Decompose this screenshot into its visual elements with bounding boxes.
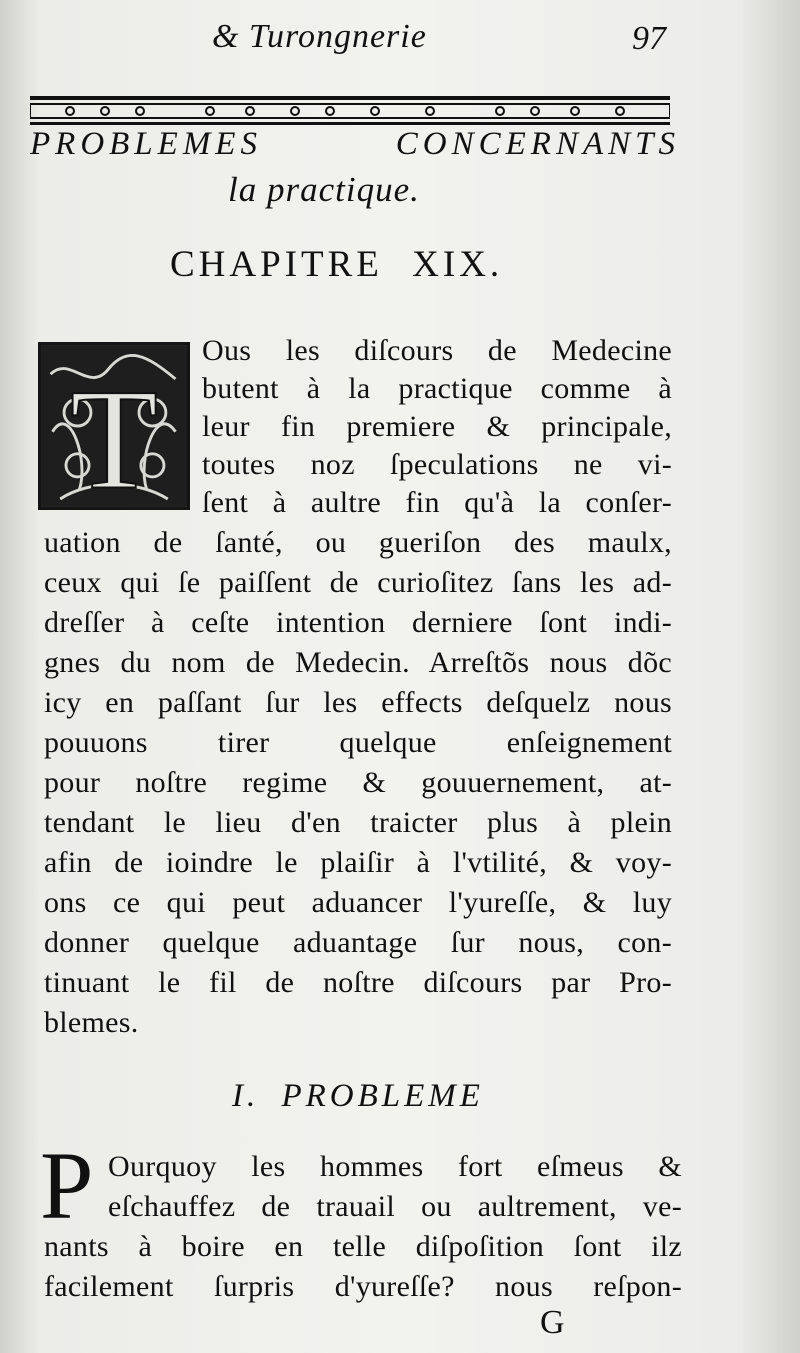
- decorated-initial-t-icon: [41, 345, 187, 507]
- text-line: nants à boire en telle diſpoſition ſont ilz: [44, 1230, 682, 1263]
- text-line: ſent à aultre fin qu'à la conſer-: [202, 486, 672, 519]
- ornamental-rule: [30, 94, 670, 126]
- text-line: toutes noz ſpeculations ne vi-: [202, 448, 672, 481]
- text-line: icy en paſſant ſur les effects deſquelz nous: [44, 686, 672, 719]
- text-line: donner quelque aduantage ſur nous, con-: [44, 926, 672, 959]
- text-line: tendant le lieu d'en traicter plus à plein: [44, 806, 672, 839]
- text-line: dreſſer à ceſte intention derniere ſont indi-: [44, 606, 672, 639]
- text-line: eſchauffez de trauail ou aultrement, ve-: [108, 1190, 682, 1223]
- text-line: uation de ſanté, ou gueriſon des maulx,: [44, 526, 672, 559]
- page-header: [0, 14, 800, 58]
- section-subtitle: la practique.: [228, 170, 420, 209]
- text-line: ons ce qui peut aduancer l'yureſſe, & luy: [44, 886, 672, 919]
- dropcap-letter: T: [70, 360, 158, 507]
- text-line: pouuons tirer quelque enſeignement: [44, 726, 672, 759]
- text-line: butent à la practique comme à: [202, 372, 672, 405]
- running-head: & Turongnerie: [212, 18, 427, 55]
- text-line: pour noſtre regime & gouuernement, at-: [44, 766, 672, 799]
- signature-mark: G: [540, 1304, 565, 1341]
- text-line: gnes du nom de Medecin. Arreſtõs nous dõc: [44, 646, 672, 679]
- problem-initial: P: [40, 1132, 94, 1239]
- problem-heading: I. PROBLEME: [232, 1078, 484, 1114]
- text-line: leur fin premiere & principale,: [202, 410, 672, 443]
- text-line: tinuant le fil de noſtre diſcours par Pro-: [44, 966, 672, 999]
- text-line: facilement ſurpris d'yureſſe? nous reſpon-: [44, 1270, 682, 1303]
- text-line: Ous les diſcours de Medecine: [202, 334, 672, 367]
- chapter-heading: CHAPITRE XIX.: [170, 244, 504, 285]
- text-line: blemes.: [44, 1006, 139, 1039]
- text-line: ceux qui ſe paiſſent de curioſitez ſans les ad-: [44, 566, 672, 599]
- text-line: Ourquoy les hommes fort eſmeus &: [108, 1150, 682, 1183]
- page-number: 97: [632, 20, 666, 57]
- decorated-initial: [38, 342, 190, 510]
- text-line: afin de ioindre le plaiſir à l'vtilité, & voy-: [44, 846, 672, 879]
- section-title: PROBLEMES CONCERNANTS: [30, 126, 680, 162]
